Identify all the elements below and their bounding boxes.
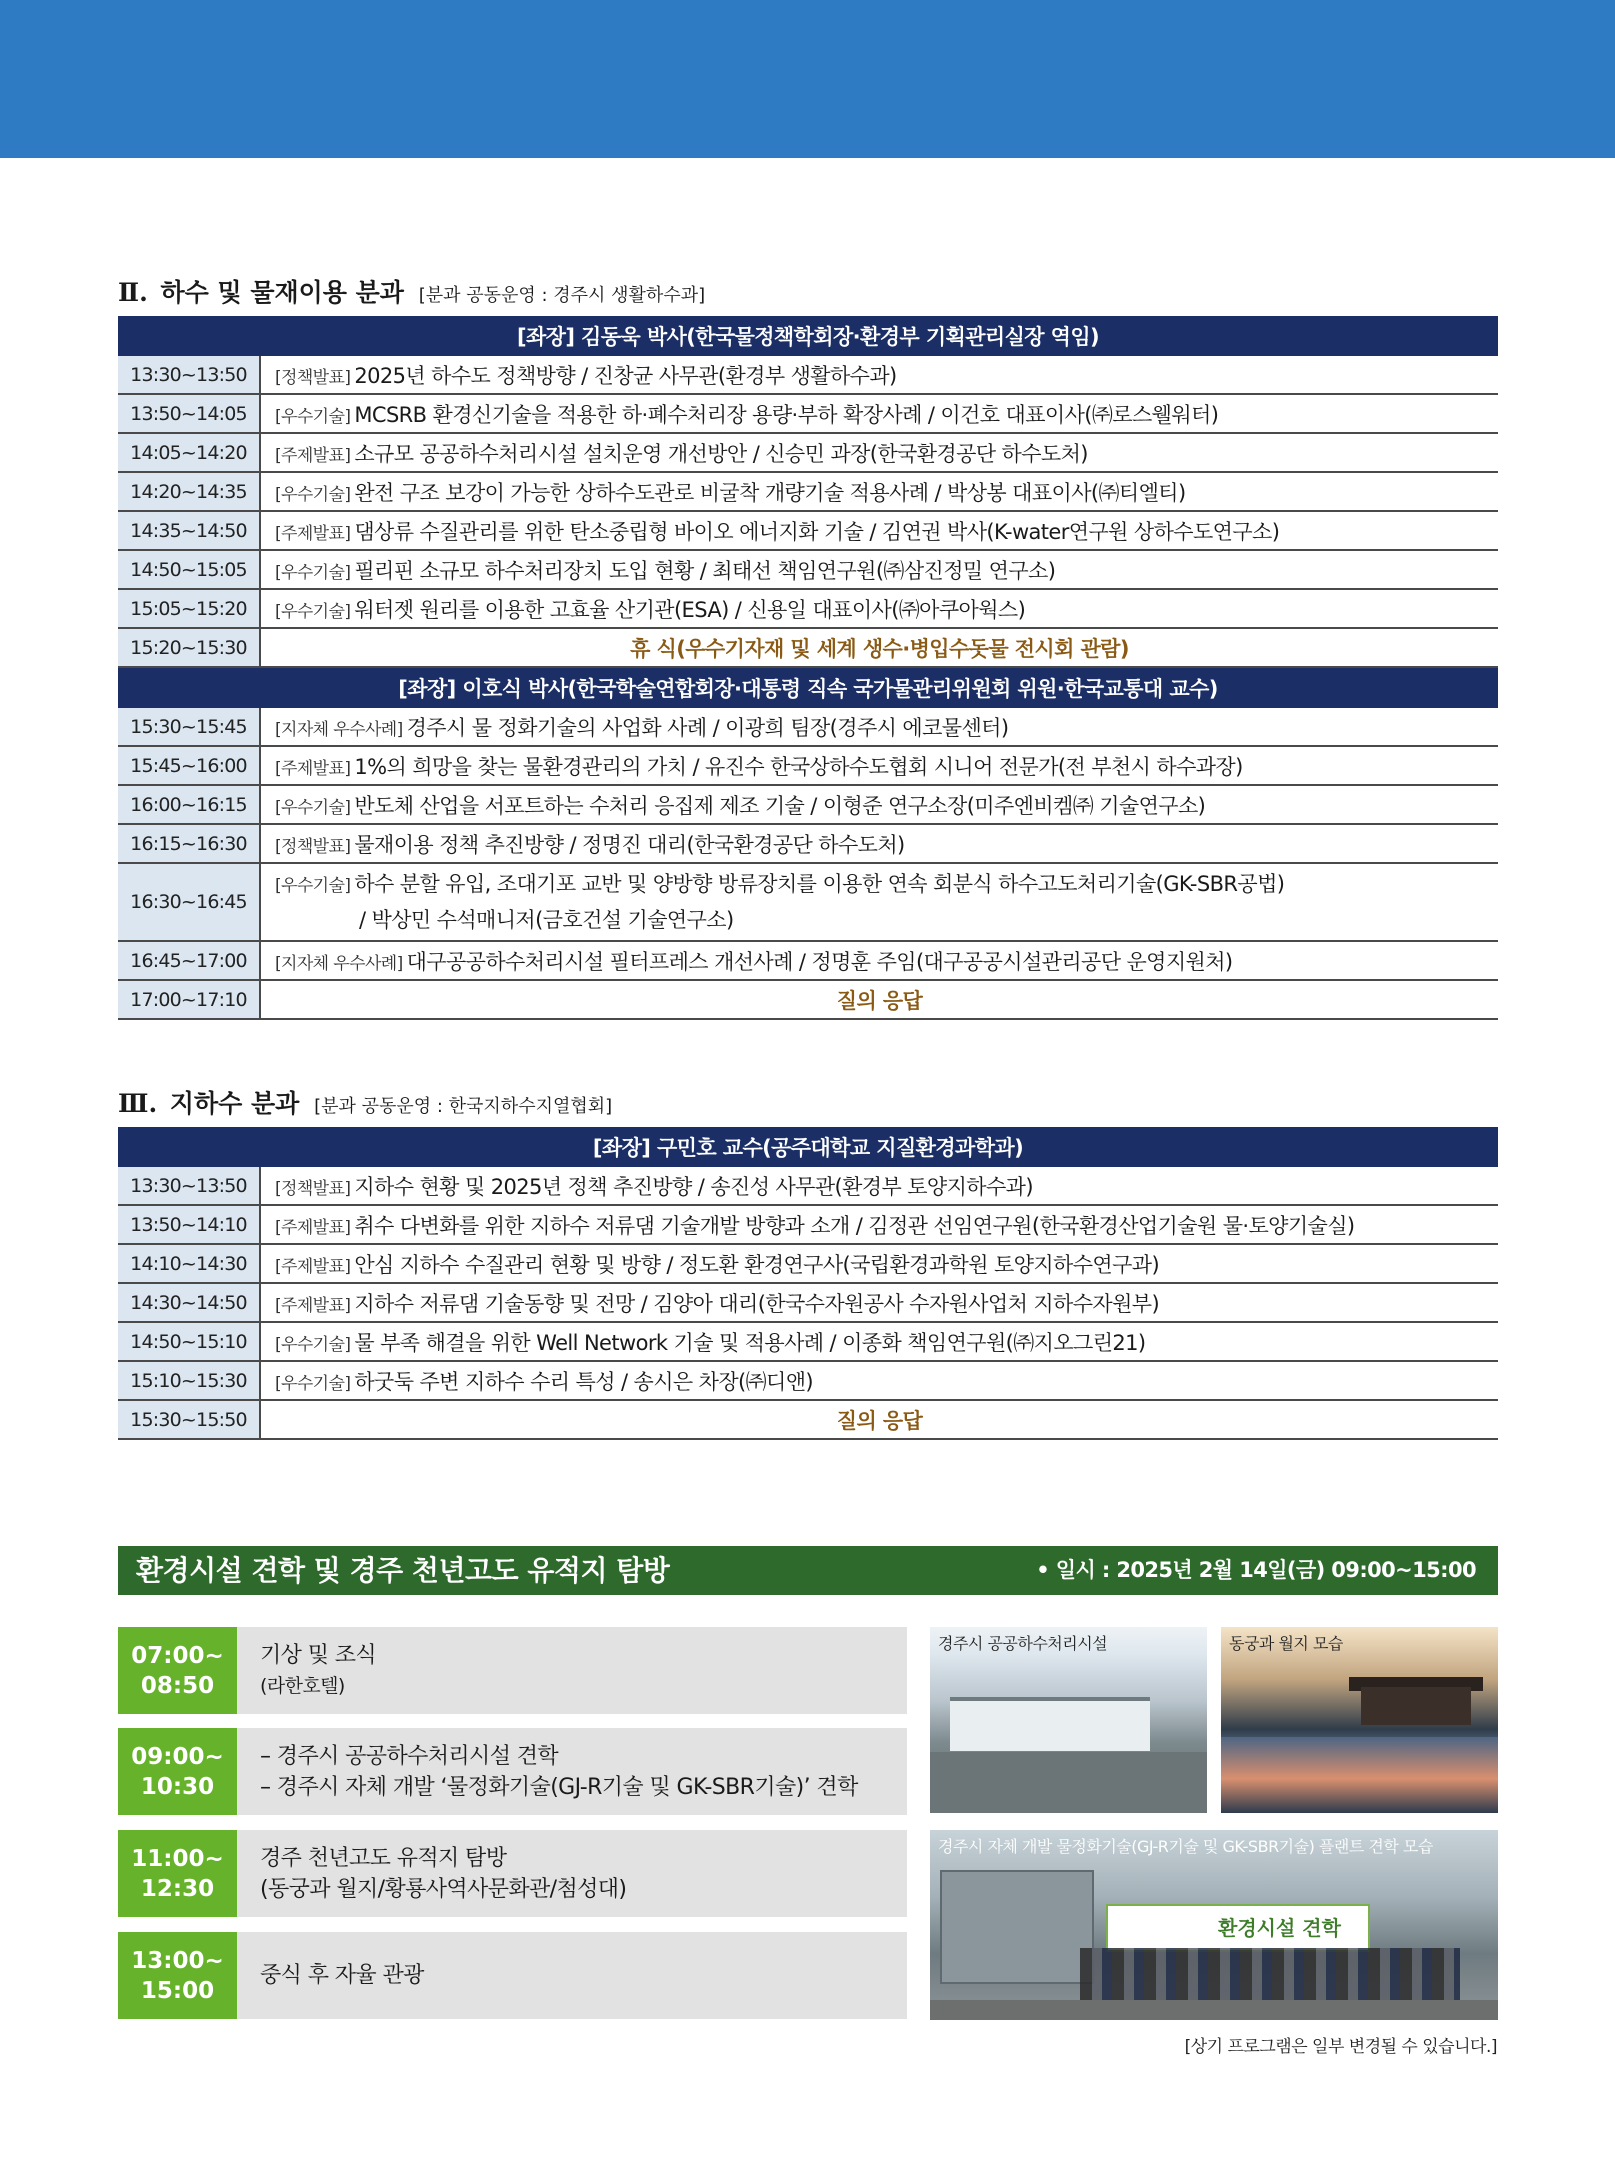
tour-time: 07:00~ 08:50 [118, 1627, 237, 1714]
chair-row: [좌장] 김동욱 박사(한국물정책학회장·환경부 기획관리실장 역임) [118, 316, 1498, 356]
section-title: Ⅱ. 하수 및 물재이용 분과 [분과 공동운영 : 경주시 생활하수과] [118, 278, 706, 307]
tour-desc: 경주 천년고도 유적지 탐방 (동궁과 월지/황룡사역사문화관/첨성대) [260, 1845, 627, 1902]
table-row: 14:10~14:30 [주제발표] 안심 지하수 수질관리 현황 및 방향 / 정도환 환경연구사(국립환경과학원 토양지하수연구과) [118, 1244, 1498, 1283]
table-row: 16:30~16:45 [우수기술] 하수 분할 유입, 조대기포 교반 및 양방향 방류장치를 이용한 연속 회분식 하수고도처리기술(GK-SBR공법) / 박상민 수석매니저(금호건설 기술연구소) [118, 863, 1498, 941]
schedule-table [118, 316, 1498, 1020]
table-row: 14:50~15:05 [우수기술] 필리핀 소규모 하수처리장치 도입 현황 / 최태선 책임연구원(㈜삼진정밀 연구소) [118, 550, 1498, 589]
table-row: 15:45~16:00 [주제발표] 1%의 희망을 찾는 물환경관리의 가치 / 유진수 한국상하수도협회 시니어 전문가(전 부천시 하수과장) [118, 746, 1498, 785]
ground-shape [930, 2000, 1498, 2020]
table-row: 13:50~14:10 [주제발표] 취수 다변화를 위한 지하수 저류댐 기술개발 방향과 소개 / 김정관 선임연구원(한국환경산업기술원 물·토양기술실) [118, 1205, 1498, 1244]
table-row: 14:20~14:35 [우수기술] 완전 구조 보강이 가능한 상하수도관로 비굴착 개량기술 적용사례 / 박상봉 대표이사(㈜티엘티) [118, 472, 1498, 511]
tour-time: 11:00~ 12:30 [118, 1830, 237, 1917]
table-row: 13:50~14:05 [우수기술] MCSRB 환경신기술을 적용한 하·폐수처리장 용량·부하 확장사례 / 이건호 대표이사(㈜로스웰워터) [118, 394, 1498, 433]
table-row: 16:15~16:30 [정책발표] 물재이용 정책 추진방향 / 정명진 대리(한국환경공단 하수도처) [118, 824, 1498, 863]
break-row: 15:20~15:30 휴 식(우수기자재 및 세계 생수·병입수돗물 전시회 관람) [118, 628, 1498, 667]
pavilion-shape [1361, 1687, 1471, 1725]
tour-time: 09:00~ 10:30 [118, 1728, 237, 1815]
table-row: 13:30~13:50 [정책발표] 지하수 현황 및 2025년 정책 추진방향 / 송진성 사무관(환경부 토양지하수과) [118, 1167, 1498, 1205]
water-shape [1221, 1737, 1498, 1813]
chair-row: [좌장] 구민호 교수(공주대학교 지질환경과학과) [118, 1127, 1498, 1167]
footnote: [상기 프로그램은 일부 변경될 수 있습니다.] [1184, 2037, 1497, 2057]
tour-item [118, 1932, 907, 2019]
photo-pond: 동궁과 월지 모습 [1221, 1627, 1498, 1813]
section-title: Ⅲ. 지하수 분과 [분과 공동운영 : 한국지하수지열협회] [118, 1089, 613, 1118]
table-row: 14:05~14:20 [주제발표] 소규모 공공하수처리시설 설치운영 개선방안 / 신승민 과장(한국환경공단 하수도처) [118, 433, 1498, 472]
qa-row: 17:00~17:10 질의 응답 [118, 980, 1498, 1019]
tour-desc: – 경주시 공공하수처리시설 견학 – 경주시 자체 개발 ‘물정화기술(GJ-R기술 및 GK-SBR기술)’ 견학 [260, 1743, 858, 1800]
tour-desc: 기상 및 조식 (라한호텔) [260, 1642, 377, 1697]
table-row: 16:45~17:00 [지자체 우수사례] 대구공공하수처리시설 필터프레스 개선사례 / 정명훈 주임(대구공공시설관리공단 운영지원처) [118, 941, 1498, 980]
schedule-table [118, 1127, 1498, 1440]
table-row: 15:10~15:30 [우수기술] 하굿둑 주변 지하수 수리 특성 / 송시은 차장(㈜디앤) [118, 1361, 1498, 1400]
banner-sign: 환경시설 견학 [1106, 1904, 1370, 1952]
crowd-shape [1080, 1948, 1460, 2000]
table-row: 14:30~14:50 [주제발표] 지하수 저류댐 기술동향 및 전망 / 김양아 대리(한국수자원공사 수자원사업처 지하수자원부) [118, 1283, 1498, 1322]
chair-row: [좌장] 이호식 박사(한국학술연합회장·대통령 직속 국가물관리위원회 위원·한국교통대 교수) [118, 667, 1498, 708]
tour-header [118, 1546, 1498, 1595]
tour-desc: 중식 후 자율 관광 [260, 1963, 424, 1988]
table-row: 16:00~16:15 [우수기술] 반도체 산업을 서포트하는 수처리 응집제 제조 기술 / 이형준 연구소장(미주엔비켐㈜ 기술연구소) [118, 785, 1498, 824]
tour-date: • 일시 : 2025년 2월 14일(금) 09:00~15:00 [1036, 1558, 1476, 1582]
table-row: 15:30~15:45 [지자체 우수사례] 경주시 물 정화기술의 사업화 사례 / 이광희 팀장(경주시 에코물센터) [118, 708, 1498, 746]
qa-row: 15:30~15:50 질의 응답 [118, 1400, 1498, 1439]
table-row: 14:35~14:50 [주제발표] 댐상류 수질관리를 위한 탄소중립형 바이오 에너지화 기술 / 김연권 박사(K-water연구원 상하수도연구소) [118, 511, 1498, 550]
section-groundwater [118, 1087, 1498, 1440]
table-row: 14:50~15:10 [우수기술] 물 부족 해결을 위한 Well Network 기술 및 적용사례 / 이종화 책임연구원(㈜지오그린21) [118, 1322, 1498, 1361]
building-shape [950, 1697, 1150, 1751]
photo-group-tour: 환경시설 견학 경주시 자체 개발 물정화기술(GJ-R기술 및 GK-SBR기술) 플랜트 견학 모습 [930, 1830, 1498, 2020]
tour-item [118, 1830, 907, 1917]
top-banner [0, 0, 1615, 158]
table-row: 13:30~13:50 [정책발표] 2025년 하수도 정책방향 / 진창균 사무관(환경부 생활하수과) [118, 356, 1498, 394]
tank-shape [930, 1752, 1207, 1813]
tour-time: 13:00~ 15:00 [118, 1932, 237, 2019]
tour-item [118, 1627, 907, 1714]
tour-item [118, 1728, 907, 1815]
equipment-shape [940, 1870, 1094, 1984]
table-row: 15:05~15:20 [우수기술] 워터젯 원리를 이용한 고효율 산기관(ESA) / 신용일 대표이사(㈜아쿠아웍스) [118, 589, 1498, 628]
photo-sewage-plant: 경주시 공공하수처리시설 [930, 1627, 1207, 1813]
section-sewage [118, 276, 1498, 1020]
tour-title: 환경시설 견학 및 경주 천년고도 유적지 탐방 [136, 1554, 670, 1587]
